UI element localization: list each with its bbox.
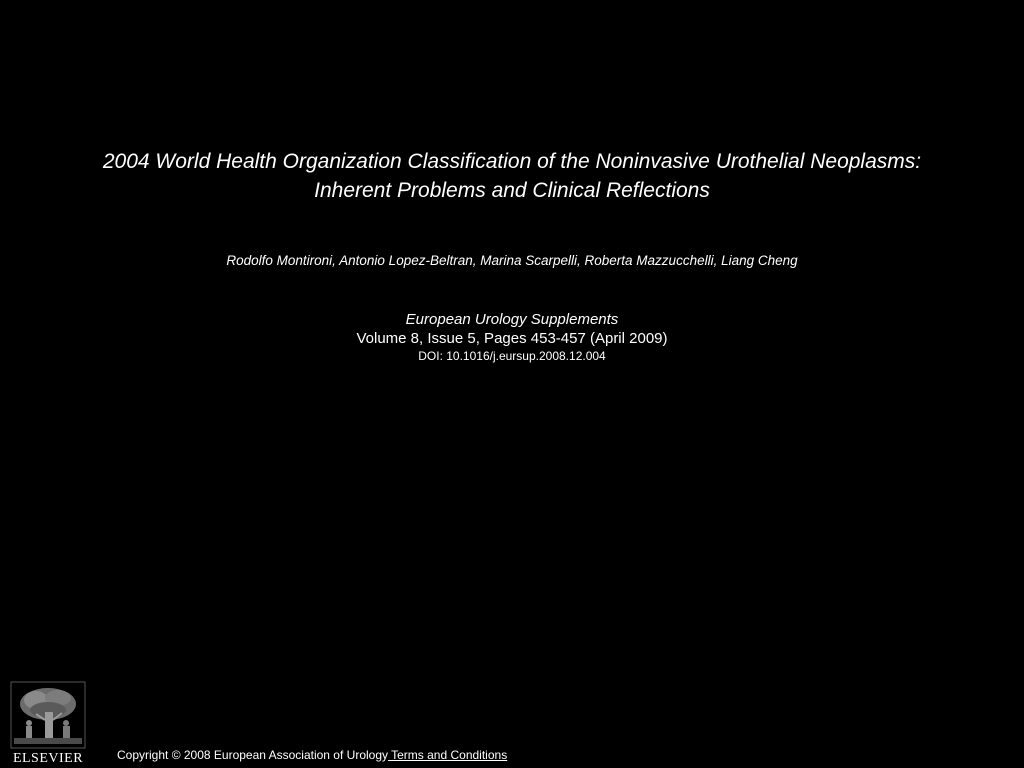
elsevier-tree-icon (8, 680, 88, 750)
article-title-line-2: Inherent Problems and Clinical Reflections (314, 179, 710, 202)
journal-name: European Urology Supplements (405, 311, 619, 328)
terms-and-conditions-link[interactable]: Terms and Conditions (388, 748, 508, 762)
elsevier-logo-text: ELSEVIER (12, 751, 84, 766)
journal-citation (20, 310, 1004, 364)
article-title (20, 147, 1004, 205)
copyright-text: Copyright © 2008 European Association of Urology (117, 748, 389, 762)
journal-doi: DOI: 10.1016/j.eursup.2008.12.004 (418, 349, 606, 363)
article-title-line-1: 2004 World Health Organization Classification of the Noninvasive Urothelial Neoplasms: (102, 150, 922, 173)
elsevier-logo (8, 680, 88, 768)
journal-volume: Volume 8, Issue 5, Pages 453-457 (April 2009) (356, 330, 668, 347)
copyright-notice (117, 747, 507, 763)
article-authors: Rodolfo Montironi, Antonio Lopez-Beltran, Marina Scarpelli, Roberta Mazzucchelli, Liang Cheng (226, 253, 798, 268)
